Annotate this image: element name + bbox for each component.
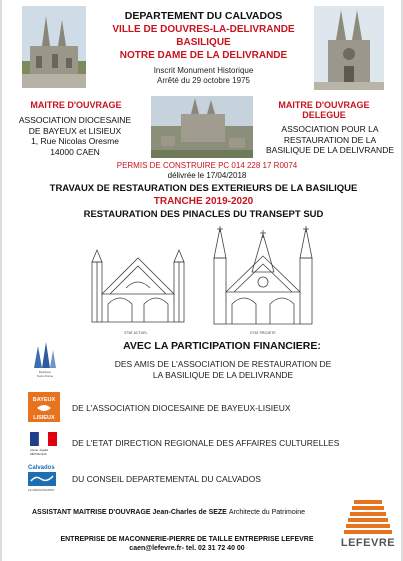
maitre-ouvrage-line: 1, Rue Nicolas Oresme [31,136,119,147]
maitre-ouvrage-delegue-title [264,100,384,121]
lefevre-logo [340,500,396,552]
header-arrete: Arrêté du 29 octobre 1975 [157,76,250,85]
entreprise-contact: caen@lefevre.fr- tel. 02 31 72 40 00 [129,545,245,553]
svg-text:Calvados: Calvados [28,465,55,471]
entreprise-line1: ENTREPRISE DE MACONNERIE-PIERRE DE TAILLE ENTREPRISE LEFEVRE [60,536,314,543]
permis-date: délivrée le 17/04/2018 [167,171,247,180]
mod-title-line2: DELEGUE [302,110,346,121]
svg-text:RÉPUBLIQUE: RÉPUBLIQUE [30,453,47,456]
permis-line: PERMIS DE CONSTRUIRE PC 014 228 17 R0074 [116,161,298,170]
sponsor-text-line: DES AMIS DE L'ASSOCIATION DE RESTAURATION DE [114,359,332,369]
header-department: DEPARTEMENT DU CALVADOS [124,10,283,22]
header-notre-dame: NOTRE DAME DE LA DELIVRANDE [119,50,288,61]
drawing-left-caption: ETAT ACTUEL [124,331,148,335]
mod-title-line1: MAITRE D'OUVRAGE [278,100,370,110]
travaux-title: TRAVAUX DE RESTAURATION DES EXTERIEURS DE LA BASILIQUE [49,183,358,194]
sponsor-row [28,392,388,422]
assistant-label: ASSISTANT MAITRISE D'OUVRAGE Jean-Charles de SEZE [32,509,227,516]
maitre-ouvrage-title: MAITRE D'OUVRAGE [30,100,122,110]
sponsor-row [28,430,388,460]
svg-text:Notre-Dame: Notre-Dame [36,374,54,378]
assistant-maitrise [32,509,372,516]
basilica-aerial-photo [151,96,253,158]
sponsor-row [28,463,388,493]
header-inscrit: Inscrit Monument Historique [153,66,254,75]
header-basilique: BASILIQUE [176,37,231,48]
entreprise-info [32,535,342,553]
mod-line: BASILIQUE DE LA DELIVRANDE [265,145,395,156]
sponsor-row [28,340,388,380]
header-city: VILLE DE DOUVRES-LA-DELIVRANDE [112,24,295,35]
svg-text:Basilique: Basilique [38,370,52,374]
sponsor-text-line: LA BASILIQUE DE LA DELIVRANDE [152,369,294,380]
maitre-ouvrage-delegue-body [260,124,400,156]
basilica-photo-left [22,6,86,88]
assistant-role: Architecte du Patrimoine [228,509,306,516]
drawing-etat-actuel [86,248,192,332]
participation-title: AVEC LA PARTICIPATION FINANCIERE: [123,340,321,352]
svg-text:LE DÉPARTEMENT: LE DÉPARTEMENT [28,488,55,492]
basilica-friends-logo [28,340,62,380]
lisieux-text: LISIEUX [33,415,55,421]
sponsor-text [68,359,378,380]
mod-line: ASSOCIATION POUR LA [281,124,379,134]
mod-line: RESTAURATION DE LA [283,134,377,145]
maitre-ouvrage-address [10,115,140,158]
lefevre-logo-text: LEFEVRE [340,537,396,549]
republique-francaise-logo [28,430,60,460]
maitre-ouvrage-line: DE BAYEUX et LISIEUX [28,125,122,136]
bayeux-text: BAYEUX [32,397,56,403]
travaux-pinacles: RESTAURATION DES PINACLES DU TRANSEPT SUD [83,209,324,220]
drawing-right-caption: ETAT PROJETE [250,331,276,335]
bayeux-lisieux-logo [28,392,60,422]
sponsor-text: DE L'ASSOCIATION DIOCESAINE DE BAYEUX-LISIEUX [72,403,291,413]
calvados-logo [28,463,60,493]
sponsor-text: DE L'ETAT DIRECTION REGIONALE DES AFFAIRES CULTURELLES [72,438,340,448]
maitre-ouvrage-line: 14000 CAEN [50,146,100,157]
travaux-tranche: TRANCHE 2019-2020 [153,196,254,207]
drawing-etat-projete [208,226,318,310]
maitre-ouvrage-line: ASSOCIATION DIOCESAINE [18,115,132,125]
svg-text:Liberté • Égalité: Liberté • Égalité [30,449,49,452]
sponsor-text: DU CONSEIL DEPARTEMENTAL DU CALVADOS [72,474,261,484]
